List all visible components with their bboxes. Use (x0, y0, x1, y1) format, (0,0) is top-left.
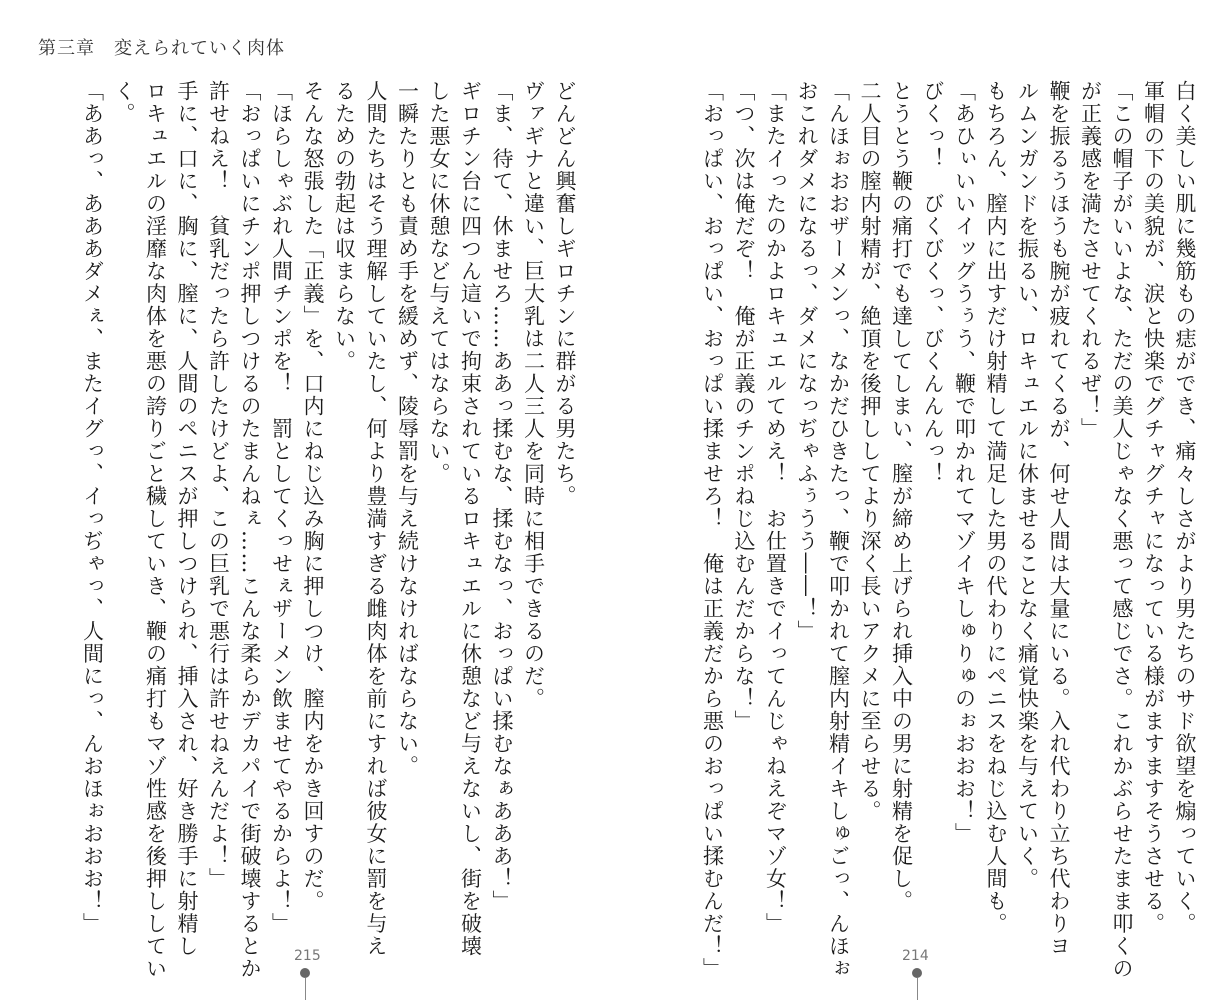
text-line: そんな怒張した「正義」を、口内にねじ込み胸に押しつけ、膣内をかき回すのだ。 (301, 80, 325, 913)
text-line: 「ほらしゃぶれ人間チンポを！ 罰としてくっせぇザーメン飲ませてやるからよ！」 (269, 80, 294, 935)
chapter-title: 第三章 変えられていく肉体 (38, 38, 285, 59)
text-line: 「ま、待て、休ませろ……ああっ揉むな、揉むなっ、おっぱい揉むなぁあああ！」 (490, 80, 514, 913)
text-line: 白く美しい肌に幾筋もの痣ができ、痛々しさがより男たちのサド欲望を煽っていく。 (1173, 80, 1197, 935)
text-line: 鞭を振るうほうも腕が疲れてくるが、何せ人間は大量にいる。入れ代わり立ち代わりヨ (1047, 80, 1071, 958)
text-line: 二人目の膣内射精が、絶頂を後押ししてより深く長いアクメに至らせる。 (858, 80, 882, 823)
text-line: く。 (112, 80, 136, 125)
page-number-214: 214 (902, 948, 929, 964)
text-line: 一瞬たりとも責め手を緩めず、陵辱罰を与え続けなければならない。 (395, 80, 420, 778)
text-line: るための勃起は収まらない。 (332, 80, 357, 373)
text-line: 軍帽の下の美貌が、涙と快楽でグチャグチャになっている様がますますそうさせる。 (1141, 80, 1166, 935)
text-line: もちろん、膣内に出すだけ射精して満足した男の代わりにペニスをねじ込む人間も。 (984, 80, 1008, 935)
page-marker-dot (300, 968, 310, 978)
text-line: 「あひぃいいイッグうぅう、鞭で叩かれてマゾイキしゅりゅのぉおおお！」 (952, 80, 977, 845)
text-line: どんどん興奮しギロチンに群がる男たち。 (553, 80, 577, 508)
text-line: ルムンガンドを振るい、ロキュエルに休ませることなく痛覚快楽を与えていく。 (1015, 80, 1040, 890)
text-line: 「つ、次は俺だぞ！ 俺が正義のチンポねじ込むんだからな！」 (732, 80, 756, 733)
text-line: 人間たちはそう理解していたし、何より豊満すぎる雌肉体を前にすれば彼女に罰を与え (364, 80, 388, 958)
page-marker-line (305, 978, 306, 1000)
text-line: 「またイったのかよロキュエルてめえ！ お仕置きでイってんじゃねえぞマゾ女！」 (763, 80, 788, 935)
text-line: 「この帽子がいいよな、ただの美人じゃなく悪って感じでさ。これかぶらせたまま叩くの (1110, 80, 1134, 980)
text-line: ロキュエルの淫靡な肉体を悪の誇りごと穢していき、鞭の痛打もマゾ性感を後押ししてい (143, 80, 168, 980)
text-line: 許せねえ！ 貧乳だったら許したけどよ、この巨乳で悪行は許せねえんだよ！」 (206, 80, 231, 890)
text-line: 「ああっ、あああダメぇ、またイグっ、イっぢゃっ、人間にっ、んおほぉおおお！」 (80, 80, 105, 935)
text-line: ヴァギナと違い、巨大乳は二人三人を同時に相手できるのだ。 (521, 80, 546, 710)
text-line: 手に、口に、胸に、膣に、人間のペニスが押しつけられ、挿入され、好き勝手に射精し (175, 80, 199, 958)
text-line: した悪女に休憩など与えてはならない。 (427, 80, 451, 485)
text-line: ギロチン台に四つん這いで拘束されているロキュエルに休憩など与えないし、街を破壊 (458, 80, 483, 958)
text-line: が正義感を満たさせてくれるぜ！」 (1078, 80, 1103, 440)
text-line: びくっ！ びくびくっ、びくんんんっ！ (921, 80, 945, 485)
page-marker-line (917, 978, 918, 1000)
page-number-215: 215 (294, 948, 321, 964)
text-line: おこれダメになるっ、ダメになっぢゃふぅうう――！」 (795, 80, 819, 643)
text-line: 「おっぱい、おっぱい、おっぱい揉ませろ！ 俺は正義だから悪のおっぱい揉むんだ！」 (700, 80, 725, 980)
text-line: 「んほぉおおザーメンっ、なかだひきたっ、鞭で叩かれて膣内射精イキしゅごっ、んほぉ (826, 80, 851, 980)
text-line: 「おっぱいにチンポ押しつけるのたまんねぇ……こんな柔らかデカパイで街破壊するとか (238, 80, 262, 980)
page-marker-dot (912, 968, 922, 978)
text-line: とうとう鞭の痛打でも達してしまい、膣が締め上げられ挿入中の男に射精を促し。 (889, 80, 914, 913)
